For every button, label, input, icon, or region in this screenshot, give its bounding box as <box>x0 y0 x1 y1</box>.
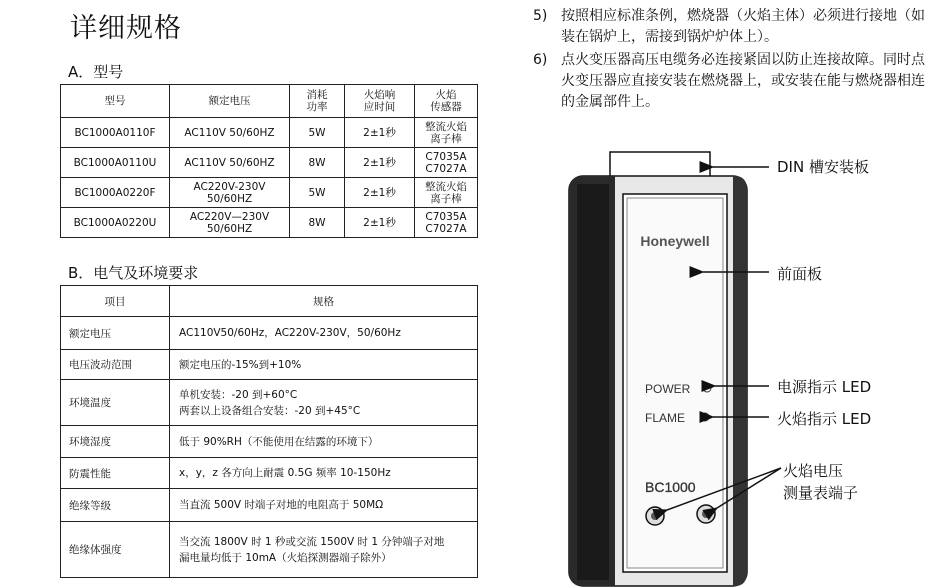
model-cell: BC1000A0220U <box>61 208 170 238</box>
spec-cell: x，y，z 各方向上耐震 0.5G 频率 10-150Hz <box>170 458 478 489</box>
brand-logo: Honeywell <box>640 233 710 249</box>
header-cell: 型号 <box>61 85 170 118</box>
terminal-callout-line2: 测量表端子 <box>783 484 859 502</box>
model-cell: BC1000A0220F <box>61 178 170 208</box>
flame-led-callout: 火焰指示 LED <box>777 410 872 428</box>
section-a-title: A．型号 <box>68 63 124 81</box>
spec-cell: AC110V50/60Hz，AC220V-230V，50/60Hz <box>170 317 478 350</box>
item-cell: 环境湿度 <box>61 426 170 458</box>
response-cell: 2±1秒 <box>345 178 415 208</box>
item-cell: 额定电压 <box>61 317 170 350</box>
spec-cell: 单机安装：-20 到+60°C 两套以上设备组合安装：-20 到+45°C <box>170 380 478 426</box>
table-row <box>61 317 478 350</box>
item-cell: 绝缘等级 <box>61 489 170 522</box>
table-row <box>61 426 478 458</box>
header-cell: 规格 <box>170 286 478 317</box>
power-cell: 8W <box>290 148 345 178</box>
response-cell: 2±1秒 <box>345 118 415 148</box>
model-label: BC1000 <box>645 479 696 495</box>
flame-led-label: FLAME <box>645 411 686 425</box>
header-cell: 火焰响 应时间 <box>345 85 415 118</box>
table-header-row <box>61 286 478 317</box>
requirements-table <box>60 285 478 578</box>
flame-led-icon <box>701 413 709 421</box>
table-header-row <box>61 85 478 118</box>
header-cell: 消耗 功率 <box>290 85 345 118</box>
table-row <box>61 489 478 522</box>
table-row <box>61 118 478 148</box>
item-cell: 环境温度 <box>61 380 170 426</box>
model-cell: BC1000A0110U <box>61 148 170 178</box>
section-b-title: B．电气及环境要求 <box>68 264 199 282</box>
table-row <box>61 178 478 208</box>
terminal-right-core-icon <box>702 510 710 518</box>
table-row <box>61 148 478 178</box>
model-table <box>60 84 478 238</box>
power-led-callout: 电源指示 LED <box>777 378 872 396</box>
sensor-cell: 整流火焰 离子棒 <box>415 178 478 208</box>
header-cell: 项目 <box>61 286 170 317</box>
din-callout: DIN 槽安装板 <box>777 158 869 176</box>
response-cell: 2±1秒 <box>345 148 415 178</box>
note-number: 5) <box>533 8 548 24</box>
device-diagram <box>555 150 925 588</box>
note-number: 6) <box>533 52 548 68</box>
item-cell: 绝缘体强度 <box>61 522 170 578</box>
table-row <box>61 208 478 238</box>
table-row <box>61 380 478 426</box>
voltage-cell: AC110V 50/60HZ <box>170 118 290 148</box>
power-cell: 5W <box>290 178 345 208</box>
table-row <box>61 350 478 380</box>
header-cell: 火焰 传感器 <box>415 85 478 118</box>
device-edge <box>733 176 747 586</box>
sensor-cell: 整流火焰 离子棒 <box>415 118 478 148</box>
spec-cell: 额定电压的-15%到+10% <box>170 350 478 380</box>
sensor-cell: C7035A C7027A <box>415 208 478 238</box>
front-panel-callout: 前面板 <box>777 265 823 283</box>
terminal-left-core-icon <box>651 512 659 520</box>
power-led-icon <box>703 384 711 392</box>
document-title: 详细规格 <box>70 13 182 44</box>
terminal-callout-line1: 火焰电压 <box>783 462 844 480</box>
response-cell: 2±1秒 <box>345 208 415 238</box>
spec-cell: 低于 90%RH（不能使用在结露的环境下） <box>170 426 478 458</box>
power-cell: 8W <box>290 208 345 238</box>
model-cell: BC1000A0110F <box>61 118 170 148</box>
spec-cell: 当交流 1800V 时 1 秒或交流 1500V 时 1 分钟端子对地 漏电量均低于 10mA（火焰探测器端子除外） <box>170 522 478 578</box>
voltage-cell: AC110V 50/60HZ <box>170 148 290 178</box>
header-cell: 额定电压 <box>170 85 290 118</box>
spec-cell: 当直流 500V 时端子对地的电阻高于 50MΩ <box>170 489 478 522</box>
power-led-label: POWER <box>645 382 691 396</box>
sensor-cell: C7035A C7027A <box>415 148 478 178</box>
voltage-cell: AC220V-230V 50/60HZ <box>170 178 290 208</box>
note-text: 按照相应标准条例，燃烧器（火焰主体）必须进行接地（如装在锅炉上，需接到锅炉炉体上）。 <box>561 8 925 45</box>
table-row <box>61 458 478 489</box>
note-text: 点火变压器高压电缆务必连接紧固以防止连接故障。同时点火变压器应直接安装在燃烧器上，或安装在能与燃烧器相连的金属部件上。 <box>561 52 925 110</box>
table-row <box>61 522 478 578</box>
voltage-cell: AC220V—230V 50/60HZ <box>170 208 290 238</box>
item-cell: 防震性能 <box>61 458 170 489</box>
device-side-inner <box>577 184 609 580</box>
item-cell: 电压波动范围 <box>61 350 170 380</box>
power-cell: 5W <box>290 118 345 148</box>
